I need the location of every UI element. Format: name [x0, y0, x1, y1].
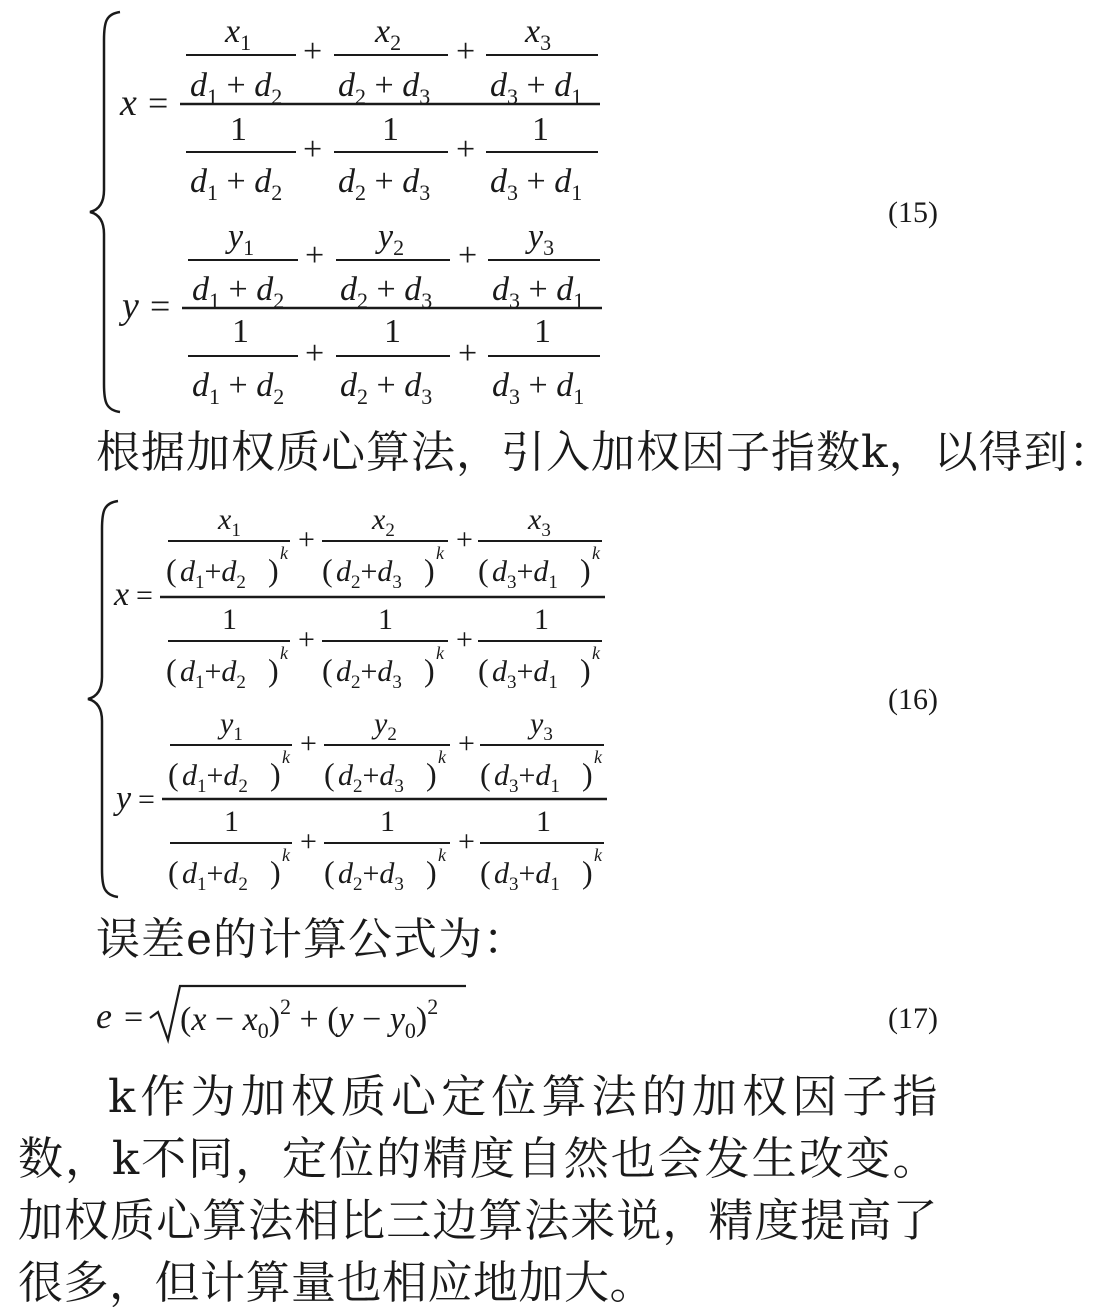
brace-16 [88, 501, 118, 897]
equation-16 [0, 495, 951, 900]
svg-text:d2+d3: $d_2+d_3$ [336, 555, 402, 593]
svg-text:(: ( [480, 854, 491, 890]
svg-text:k: k [592, 643, 600, 663]
svg-text:(: ( [324, 854, 335, 890]
svg-text:1: 1 [534, 313, 551, 350]
svg-text:): ) [582, 854, 593, 890]
svg-text:d2+d3: $d_2+d_3$ [338, 759, 404, 797]
eq15-lhs-x: x [120, 82, 137, 124]
svg-text:d2 + d3: $d_2 + d_3$ [338, 67, 431, 109]
svg-text:(x − x0)2 + (y − y0)2: $(x - x_0)^2 + (y - y_0)^2$ [180, 994, 439, 1043]
svg-text:x3: $x_3$ [525, 13, 552, 55]
svg-text:y: y [116, 780, 132, 817]
svg-text:d2+d3: $d_2+d_3$ [338, 857, 404, 895]
svg-text:1: 1 [224, 805, 239, 838]
svg-text:): ) [426, 854, 437, 890]
eq15-y-denominator [188, 313, 600, 409]
svg-text:+: + [298, 623, 315, 656]
svg-text:): ) [270, 854, 281, 890]
svg-text:k: k [436, 543, 444, 563]
svg-text:+: + [458, 727, 475, 760]
svg-text:d3+d1: $d_3+d_1$ [492, 655, 558, 693]
svg-text:): ) [580, 552, 591, 588]
svg-text:=: = [136, 579, 153, 612]
svg-text:d1 + d2: $d_1 + d_2$ [192, 367, 285, 409]
svg-text:(: ( [324, 756, 335, 792]
svg-text:1: 1 [232, 313, 249, 350]
eq16-y-denominator [168, 805, 604, 895]
svg-text:y2: $y_2$ [374, 707, 397, 745]
equation-15 [0, 0, 951, 420]
svg-text:d3+d1: $d_3+d_1$ [494, 759, 560, 797]
svg-text:d3+d1: $d_3+d_1$ [494, 857, 560, 895]
svg-text:d3 + d1: $d_3 + d_1$ [492, 367, 585, 409]
svg-text:): ) [582, 756, 593, 792]
svg-text:y3: $y_3$ [528, 218, 555, 260]
svg-text:): ) [424, 652, 435, 688]
svg-text:1: 1 [384, 313, 401, 350]
svg-text:y2: $y_2$ [378, 218, 405, 260]
svg-text:(: ( [168, 756, 179, 792]
svg-text:d2 + d3: $d_2 + d_3$ [340, 367, 433, 409]
svg-text:k: k [280, 543, 288, 563]
svg-text:+: + [300, 825, 317, 858]
svg-text:x2: $x_2$ [375, 13, 402, 55]
svg-text:k: k [594, 747, 602, 767]
svg-text:d3+d1: $d_3+d_1$ [492, 555, 558, 593]
eq15-x-numerator [186, 13, 598, 109]
svg-text:k: k [282, 747, 290, 767]
svg-text:1: 1 [382, 111, 399, 148]
svg-text:k: k [282, 845, 290, 865]
svg-text:x2: $x_2$ [372, 503, 395, 541]
eq16-number: (16) [888, 683, 938, 716]
svg-text:+: + [298, 523, 315, 556]
eq15-y-numerator [188, 218, 600, 313]
svg-text:+: + [458, 335, 478, 372]
svg-text:): ) [268, 552, 279, 588]
svg-text:1: 1 [378, 603, 393, 636]
svg-text:(: ( [322, 652, 333, 688]
svg-text:=: = [138, 783, 155, 816]
svg-text:(: ( [166, 552, 177, 588]
svg-text:+: + [303, 131, 323, 168]
equation-17 [0, 978, 951, 1058]
svg-text:(: ( [322, 552, 333, 588]
svg-text:x1: $x_1$ [225, 13, 252, 55]
svg-text:(: ( [166, 652, 177, 688]
svg-text:(: ( [478, 652, 489, 688]
svg-text:(: ( [168, 854, 179, 890]
error-intro-text: 误差e的计算公式为： [96, 914, 529, 965]
svg-text:d3 + d1: $d_3 + d_1$ [490, 67, 583, 109]
svg-text:): ) [270, 756, 281, 792]
intro-weighted-text: 根据加权质心算法，引入加权因子指数k，以得到： [96, 427, 1114, 478]
svg-text:d1+d2: $d_1+d_2$ [180, 655, 246, 693]
svg-text:e: e [96, 996, 112, 1036]
svg-text:(: ( [480, 756, 491, 792]
svg-text:y1: $y_1$ [228, 218, 255, 260]
svg-text:y1: $y_1$ [220, 707, 243, 745]
svg-text:=: = [148, 83, 169, 123]
eq15-x-denominator [186, 111, 598, 205]
svg-text:x1: $x_1$ [218, 503, 241, 541]
svg-text:k: k [594, 845, 602, 865]
svg-text:+: + [456, 33, 476, 70]
brace-15 [90, 12, 120, 412]
svg-text:d1+d2: $d_1+d_2$ [180, 555, 246, 593]
svg-text:=: = [150, 286, 171, 326]
eq16-x-denominator [166, 603, 602, 693]
svg-text:d2 + d3: $d_2 + d_3$ [340, 271, 433, 313]
svg-text:): ) [426, 756, 437, 792]
svg-text:+: + [458, 237, 478, 274]
eq15-lhs-y: y [122, 285, 139, 327]
svg-text:1: 1 [536, 805, 551, 838]
svg-text:): ) [424, 552, 435, 588]
svg-text:+: + [456, 523, 473, 556]
svg-text:+: + [456, 623, 473, 656]
svg-text:+: + [305, 237, 325, 274]
svg-text:+: + [300, 727, 317, 760]
svg-text:d1 + d2: $d_1 + d_2$ [190, 163, 283, 205]
svg-text:=: = [124, 999, 144, 1036]
svg-text:x: x [114, 576, 130, 613]
svg-text:+: + [305, 335, 325, 372]
svg-text:+: + [456, 131, 476, 168]
svg-text:k: k [438, 747, 446, 767]
svg-text:k: k [438, 845, 446, 865]
svg-text:1: 1 [222, 603, 237, 636]
eq15-number: (15) [888, 196, 938, 229]
svg-text:1: 1 [532, 111, 549, 148]
svg-text:+: + [303, 33, 323, 70]
svg-text:): ) [268, 652, 279, 688]
svg-text:d1 + d2: $d_1 + d_2$ [192, 271, 285, 313]
svg-text:1: 1 [380, 805, 395, 838]
eq16-x-numerator [166, 503, 602, 593]
svg-text:1: 1 [534, 603, 549, 636]
svg-text:x3: $x_3$ [528, 503, 551, 541]
svg-text:+: + [458, 825, 475, 858]
svg-text:k: k [436, 643, 444, 663]
svg-text:d3 + d1: $d_3 + d_1$ [492, 271, 585, 313]
svg-text:k: k [592, 543, 600, 563]
conclusion-paragraph: k作为加权质心定位算法的加权因子指数，k不同，定位的精度自然也会发生改变。加权质心算法相比三边算法来说，精度提高了很多，但计算量也相应地加大。 [18, 1070, 938, 1309]
svg-text:d3 + d1: $d_3 + d_1$ [490, 163, 583, 205]
svg-text:): ) [580, 652, 591, 688]
svg-text:d2+d3: $d_2+d_3$ [336, 655, 402, 693]
svg-text:1: 1 [230, 111, 247, 148]
svg-text:d1 + d2: $d_1 + d_2$ [190, 67, 283, 109]
svg-text:d1+d2: $d_1+d_2$ [182, 759, 248, 797]
svg-text:d1+d2: $d_1+d_2$ [182, 857, 248, 895]
svg-text:d2 + d3: $d_2 + d_3$ [338, 163, 431, 205]
svg-text:(: ( [478, 552, 489, 588]
svg-text:k: k [280, 643, 288, 663]
svg-text:y3: $y_3$ [530, 707, 553, 745]
eq16-y-numerator [168, 707, 604, 797]
eq17-number: (17) [888, 1002, 938, 1035]
